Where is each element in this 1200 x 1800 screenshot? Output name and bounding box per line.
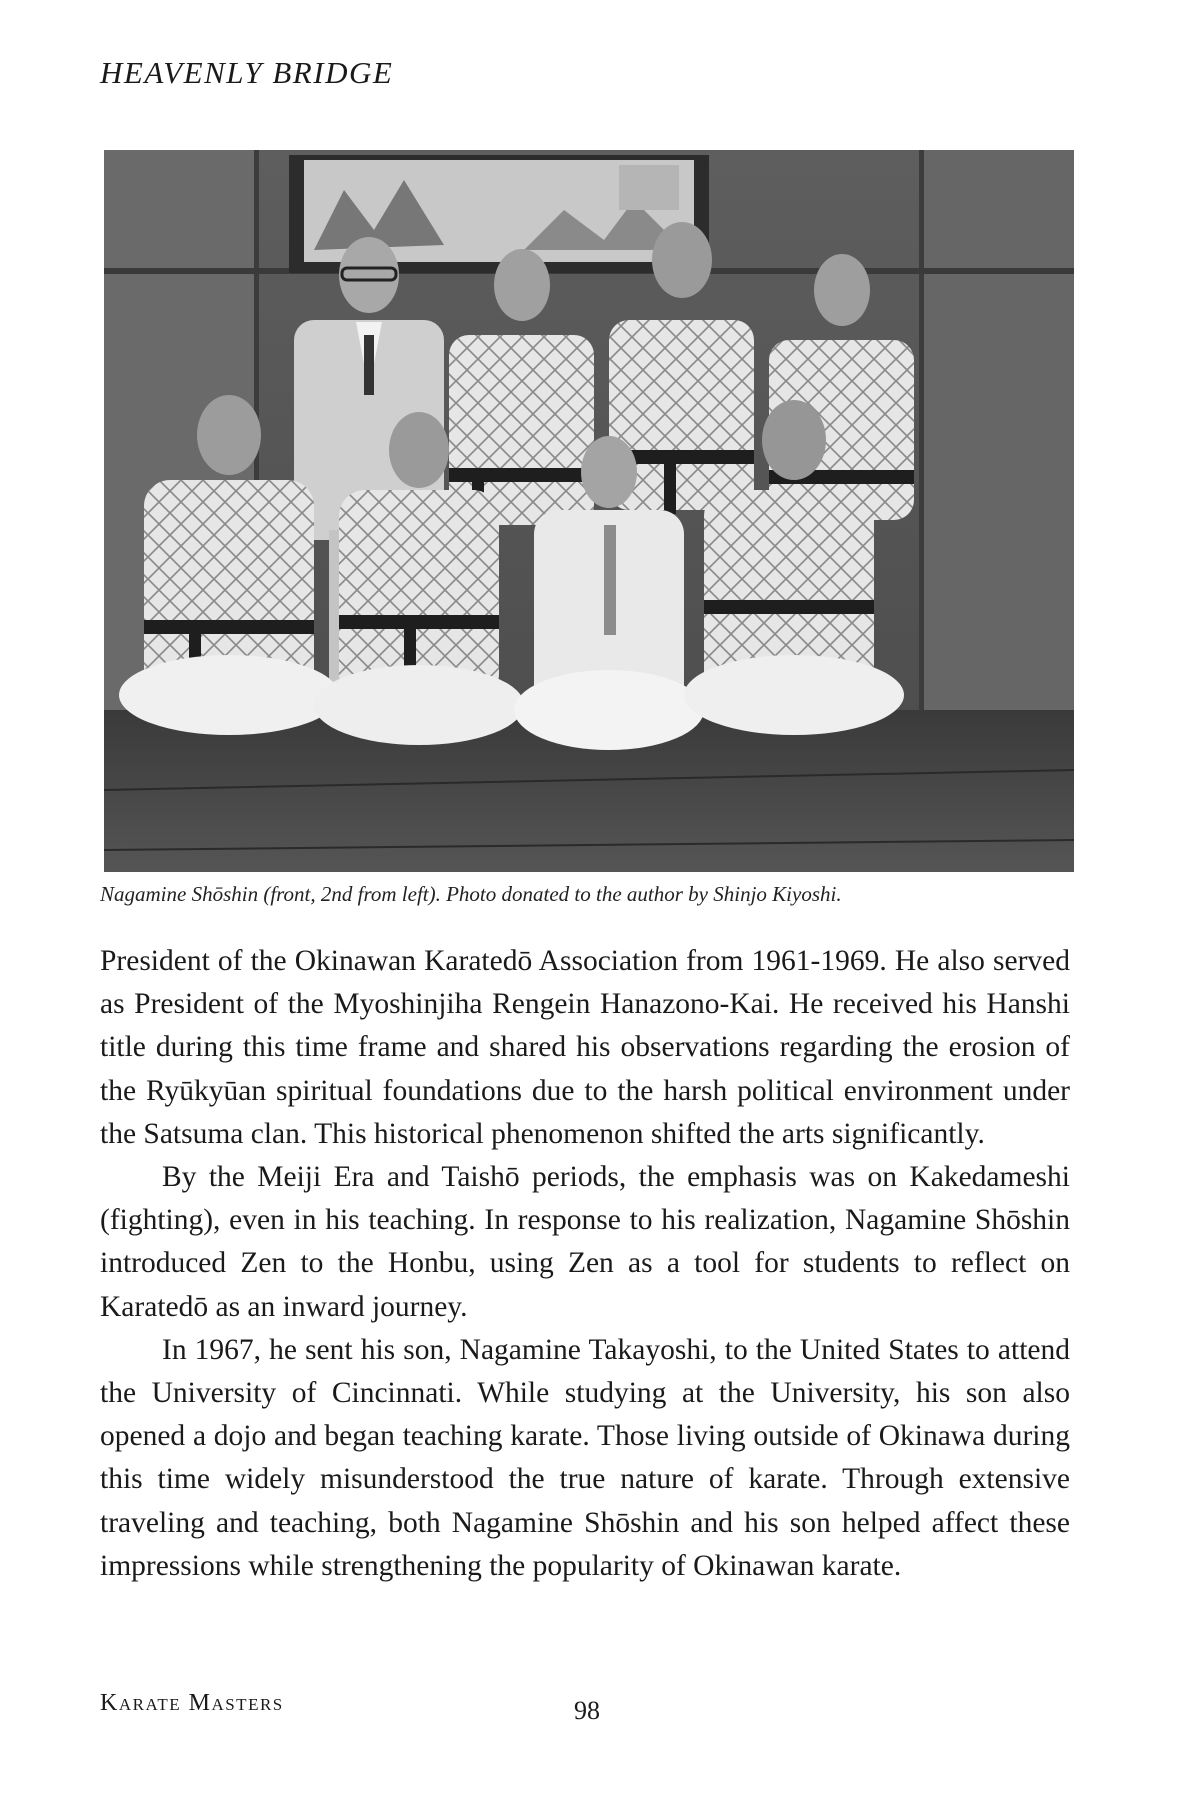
paragraph: In 1967, he sent his son, Nagamine Takayoshi, to the United States to attend the University of Cincinnati. While studying at the University, his son also opened a dojo and began teaching karate. Those living outside of Okinawa during this time widely misunderstood the true nature of karate. Through extensive traveling and teaching, both Nagamine Shōshin and his son helped affect these impressions while strengthening the popularity of Okinawan karate. (100, 1333, 1070, 1582)
paragraph: By the Meiji Era and Taishō periods, the emphasis was on Kakedameshi (fighting), even in his teaching. In response to his realization, Nagamine Shōshin introduced Zen to the Honbu, using Zen as a tool for students to reflect on Karatedō as an inward journey. (100, 1161, 1070, 1323)
photo-caption: Nagamine Shōshin (front, 2nd from left). Photo donated to the author by Shinjo Kiyoshi. (100, 882, 842, 906)
footer-book-title: Karate Masters (100, 1690, 284, 1716)
body-text (100, 940, 1070, 1588)
page-number: 98 (574, 1696, 600, 1725)
running-head: HEAVENLY BRIDGE (100, 55, 394, 90)
group-photo (104, 150, 1074, 872)
paragraph: President of the Okinawan Karatedō Association from 1961-1969. He also served as President of the Myoshinjiha Rengein Hanazono-Kai. He received his Hanshi title during this time frame and shared his observations regarding the erosion of the Ryūkyūan spiritual foundations due to the harsh political environment under the Satsuma clan. This historical phenomenon shifted the arts significantly. (100, 945, 1070, 1150)
